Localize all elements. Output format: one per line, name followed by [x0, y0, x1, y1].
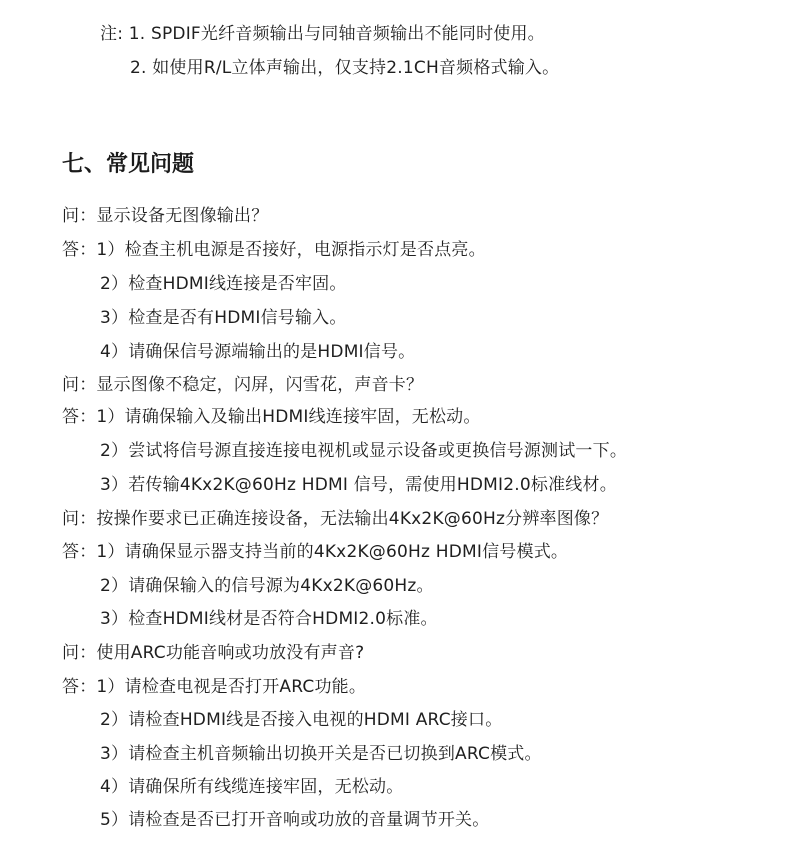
faq-question-2: 问：显示图像不稳定，闪屏，闪雪花，声音卡？: [62, 375, 424, 395]
faq-answer-3-1: 答：1）请确保显示器支持当前的4Kx2K@60Hz HDMI信号模式。: [62, 542, 569, 562]
faq-answer-2-1: 答：1）请确保输入及输出HDMI线连接牢固，无松动。: [62, 407, 481, 427]
faq-question-4: 问：使用ARC功能音响或功放没有声音?: [62, 643, 365, 663]
faq-answer-1-4: 4）请确保信号源端输出的是HDMI信号。: [100, 342, 416, 362]
faq-answer-2-2: 2）尝试将信号源直接连接电视机或显示设备或更换信号源测试一下。: [100, 441, 628, 461]
section-title: 七、常见问题: [62, 152, 195, 177]
faq-answer-4-3: 3）请检查主机音频输出切换开关是否已切换到ARC模式。: [100, 744, 542, 764]
faq-answer-4-5: 5）请检查是否已打开音响或功放的音量调节开关。: [100, 810, 490, 830]
faq-question-1: 问：显示设备无图像输出？: [62, 206, 269, 226]
note-line-2: 2. 如使用R/L立体声输出，仅支持2.1CH音频格式输入。: [130, 58, 560, 78]
faq-answer-3-3: 3）检查HDMI线材是否符合HDMI2.0标准。: [100, 609, 438, 629]
faq-answer-4-1: 答：1）请检查电视是否打开ARC功能。: [62, 677, 367, 697]
faq-answer-3-2: 2）请确保输入的信号源为4Kx2K@60Hz。: [100, 576, 434, 596]
faq-answer-1-1: 答：1）检查主机电源是否接好，电源指示灯是否点亮。: [62, 240, 486, 260]
faq-answer-1-2: 2）检查HDMI线连接是否牢固。: [100, 274, 347, 294]
note-line-1: 注: 1. SPDIF光纤音频输出与同轴音频输出不能同时使用。: [100, 24, 545, 44]
faq-answer-2-3: 3）若传输4Kx2K@60Hz HDMI 信号，需使用HDMI2.0标准线材。: [100, 475, 617, 495]
faq-answer-4-4: 4）请确保所有线缆连接牢固，无松动。: [100, 777, 404, 797]
faq-answer-4-2: 2）请检查HDMI线是否接入电视的HDMI ARC接口。: [100, 710, 503, 730]
faq-answer-1-3: 3）检查是否有HDMI信号输入。: [100, 308, 347, 328]
faq-question-3: 问：按操作要求已正确连接设备，无法输出4Kx2K@60Hz分辨率图像？: [62, 509, 609, 529]
